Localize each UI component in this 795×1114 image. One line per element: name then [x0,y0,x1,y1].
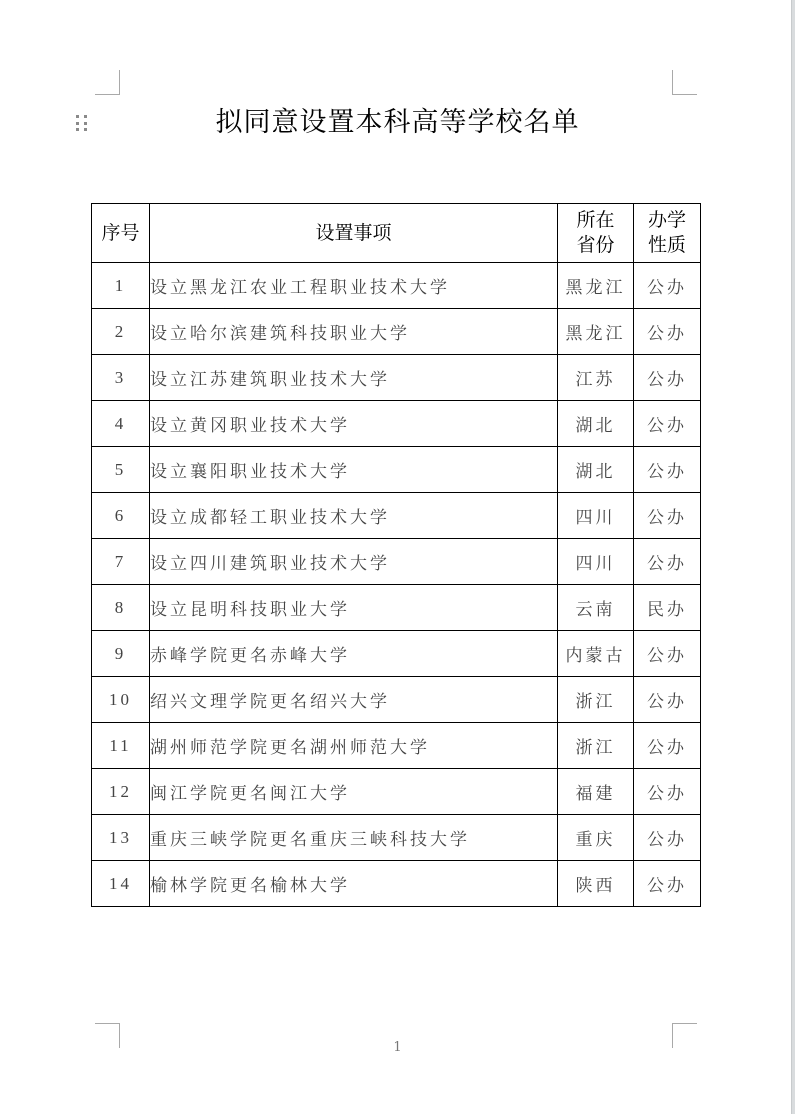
cell-item: 绍兴文理学院更名绍兴大学 [150,677,558,723]
cell-nature: 公办 [634,401,701,447]
cell-item: 设立江苏建筑职业技术大学 [150,355,558,401]
cell-province: 陕西 [558,861,634,907]
cell-no: 2 [92,309,150,355]
header-nature-line1: 办学 [647,209,686,231]
cell-province: 浙江 [558,677,634,723]
cell-nature: 公办 [634,677,701,723]
table-row [92,539,701,585]
cell-nature: 公办 [634,263,701,309]
cell-province: 内蒙古 [558,631,634,677]
cell-no: 10 [92,677,150,723]
cell-province: 重庆 [558,815,634,861]
cell-nature: 公办 [634,769,701,815]
table-row [92,723,701,769]
table-row [92,309,701,355]
table-header-row [92,204,701,263]
cell-nature: 公办 [634,723,701,769]
cell-province: 江苏 [558,355,634,401]
cell-no: 3 [92,355,150,401]
header-nature [634,204,701,263]
header-nature-line2: 性质 [647,234,686,256]
cell-no: 13 [92,815,150,861]
cell-province: 云南 [558,585,634,631]
cell-province: 四川 [558,539,634,585]
table-row [92,355,701,401]
header-item: 设置事项 [150,204,558,263]
cell-no: 1 [92,263,150,309]
margin-corner-top-right [672,70,697,95]
cell-nature: 公办 [634,631,701,677]
header-province-line1: 所在 [576,209,615,231]
university-list-table [91,203,701,907]
cell-item: 设立黑龙江农业工程职业技术大学 [150,263,558,309]
cell-province: 福建 [558,769,634,815]
cell-item: 重庆三峡学院更名重庆三峡科技大学 [150,815,558,861]
cell-nature: 公办 [634,355,701,401]
scrollbar[interactable] [791,0,795,1114]
cell-no: 7 [92,539,150,585]
cell-nature: 公办 [634,447,701,493]
cell-nature: 公办 [634,815,701,861]
cell-no: 6 [92,493,150,539]
cell-no: 14 [92,861,150,907]
cell-item: 设立昆明科技职业大学 [150,585,558,631]
cell-item: 设立襄阳职业技术大学 [150,447,558,493]
table-row [92,815,701,861]
table-row [92,493,701,539]
cell-item: 设立成都轻工职业技术大学 [150,493,558,539]
cell-province: 黑龙江 [558,263,634,309]
cell-nature: 公办 [634,309,701,355]
page-number: 1 [393,1040,402,1055]
cell-nature: 民办 [634,585,701,631]
header-province [558,204,634,263]
margin-corner-top-left [95,70,120,95]
table-row [92,585,701,631]
cell-province: 四川 [558,493,634,539]
cell-no: 8 [92,585,150,631]
cell-no: 4 [92,401,150,447]
table-row [92,263,701,309]
cell-item: 设立黄冈职业技术大学 [150,401,558,447]
cell-province: 湖北 [558,401,634,447]
cell-nature: 公办 [634,539,701,585]
cell-item: 设立哈尔滨建筑科技职业大学 [150,309,558,355]
cell-nature: 公办 [634,493,701,539]
table-row [92,861,701,907]
cell-no: 12 [92,769,150,815]
cell-item: 闽江学院更名闽江大学 [150,769,558,815]
cell-no: 5 [92,447,150,493]
cell-province: 黑龙江 [558,309,634,355]
cell-province: 湖北 [558,447,634,493]
cell-item: 赤峰学院更名赤峰大学 [150,631,558,677]
table-row [92,677,701,723]
cell-no: 9 [92,631,150,677]
header-no: 序号 [92,204,150,263]
table-row [92,631,701,677]
header-province-line2: 省份 [576,234,615,256]
page-title: 拟同意设置本科高等学校名单 [215,107,580,138]
cell-item: 设立四川建筑职业技术大学 [150,539,558,585]
cell-item: 湖州师范学院更名湖州师范大学 [150,723,558,769]
cell-nature: 公办 [634,861,701,907]
table-row [92,401,701,447]
cell-item: 榆林学院更名榆林大学 [150,861,558,907]
table-row [92,447,701,493]
cell-province: 浙江 [558,723,634,769]
cell-no: 11 [92,723,150,769]
table-row [92,769,701,815]
